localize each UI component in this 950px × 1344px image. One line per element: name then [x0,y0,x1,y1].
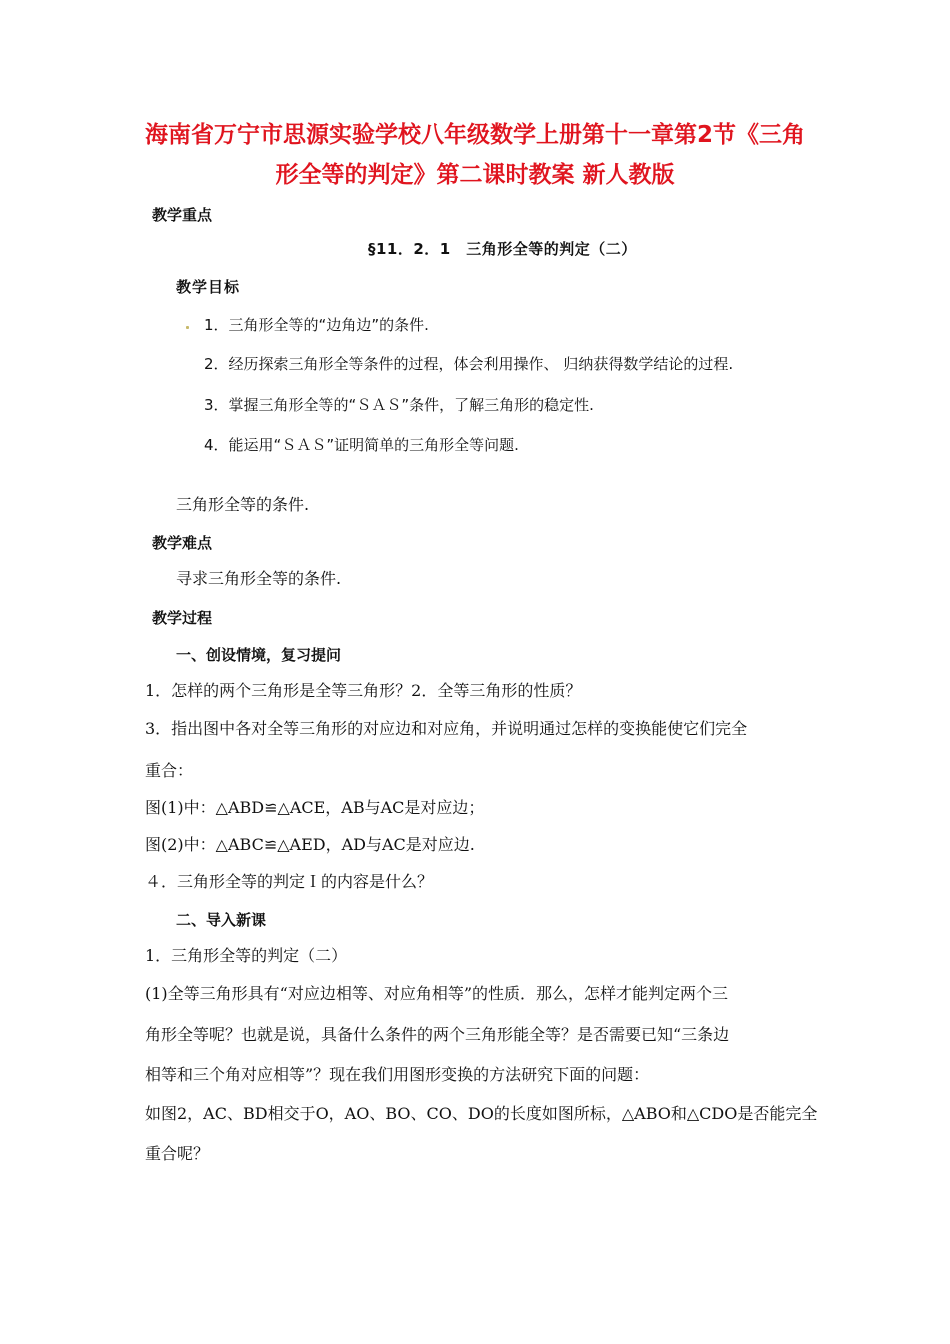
objective-item-2: 2．经历探索三角形全等条件的过程，体会利用操作、 归纳获得数学结论的过程. [204,355,734,373]
part1-line-2: 3．指出图中各对全等三角形的对应边和对应角，并说明通过怎样的变换能使它们完全 [145,719,748,738]
part2-heading: 二、导入新课 [176,911,267,929]
part1-line-6: ４．三角形全等的判定Ｉ的内容是什么？ [145,872,434,891]
part2-line-3: 角形全等呢？也就是说，具备什么条件的两个三角形能全等？是否需要已知“三条边 [145,1025,730,1044]
part2-line-1: 1．三角形全等的判定（二） [145,946,348,965]
process-label: 教学过程 [152,609,213,627]
difficulty-text: 寻求三角形全等的条件. [176,569,342,588]
key-points-text: 三角形全等的条件. [176,495,310,514]
objective-item-3: 3．掌握三角形全等的“ＳＡＳ”条件，了解三角形的稳定性. [204,396,594,414]
part1-line-3: 重合： [145,761,194,780]
objectives-label: 教学目标 [176,278,241,296]
part1-line-1: 1．怎样的两个三角形是全等三角形？2．全等三角形的性质？ [145,681,582,700]
part2-line-2: (1)全等三角形具有“对应边相等、对应角相等”的性质．那么，怎样才能判定两个三 [145,984,729,1003]
part2-line-5: 如图2，AC、BD相交于O，AO、BO、CO、DO的长度如图所标，△ABO和△CDO是否能完全 [145,1104,818,1123]
stray-mark [186,326,189,329]
document-title-line-1: 海南省万宁市思源实验学校八年级数学上册第十一章第2节《三角 [144,122,805,148]
part1-heading: 一、创设情境，复习提问 [176,646,342,664]
objective-item-4: 4．能运用“ＳＡＳ”证明简单的三角形全等问题. [204,436,519,454]
part1-line-5: 图(2)中：△ABC≌△AED，AD与AC是对应边. [145,835,475,854]
part2-line-4: 相等和三个角对应相等”？现在我们用图形变换的方法研究下面的问题： [145,1065,650,1084]
objective-item-1: 1．三角形全等的“边角边”的条件. [204,316,429,334]
part1-line-4: 图(1)中：△ABD≌△ACE，AB与AC是对应边； [145,798,485,817]
document-title-line-2: 形全等的判定》第二课时教案 新人教版 [275,162,675,188]
part2-line-6: 重合呢？ [145,1144,210,1163]
key-points-label: 教学重点 [152,206,213,224]
lesson-heading: §11．2．1 三角形全等的判定（二） [368,240,637,258]
difficulty-label: 教学难点 [152,534,213,552]
